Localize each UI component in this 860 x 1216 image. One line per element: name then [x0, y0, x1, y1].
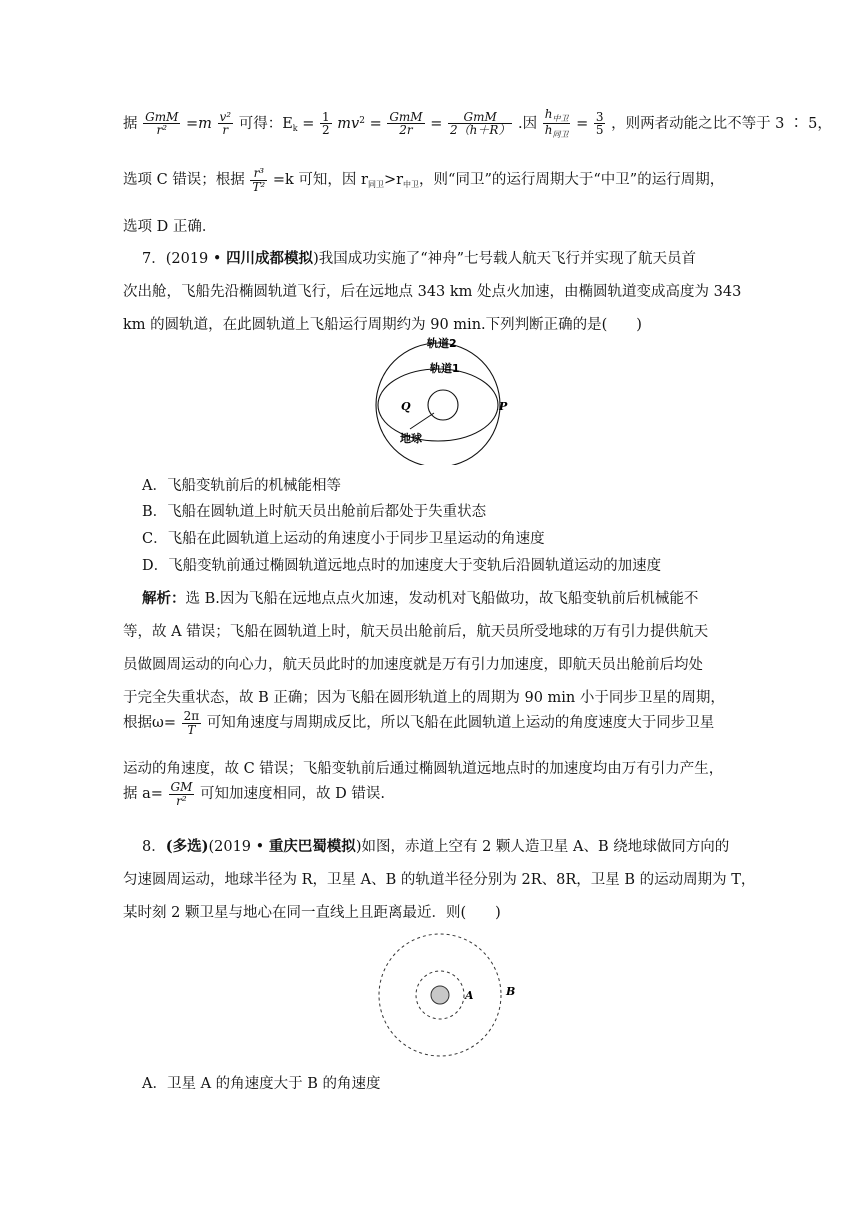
fraction: $\frac{\text{GmM}}{2r}$ [389, 109, 423, 138]
fraction: $\frac{\text{GmM}}{2(h+R)}$ [449, 109, 511, 138]
analysis-label: 解析： [142, 590, 186, 607]
text: =m [185, 115, 212, 132]
subscript: k [292, 123, 298, 133]
text: = [302, 115, 315, 132]
q7-option-b: B．飞船在圆轨道上时航天员出舱前后都处于失重状态 [142, 504, 487, 520]
q7-option-a: A．飞船变轨前后的机械能相等 [142, 478, 341, 494]
orbit-1-ellipse [378, 369, 498, 441]
orbit-diagram [352, 335, 532, 465]
satellite-orbit-diagram [366, 920, 526, 1070]
fraction: $\frac{GM}{\text{r²}}$ [170, 780, 193, 808]
multi-choice-tag: (多选) [165, 838, 209, 855]
top-line-3: 选项 D 正确． [123, 219, 217, 235]
fraction: $\frac{\text{r³}}{\text{T²}}$ [252, 166, 266, 194]
q7-analysis-line-1: 解析：选 B.因为飞船在远地点点火加速，发动机对飞船做功，故飞船变轨前后机械能不 [142, 590, 699, 607]
point-p-label: P [499, 400, 508, 413]
source-label: 四川成都模拟 [226, 250, 314, 267]
q7-option-c: C．飞船在此圆轨道上运动的角速度小于同步卫星运动的角速度 [142, 531, 545, 547]
text: = [369, 115, 382, 132]
text: =k 可知，因 r [272, 172, 368, 189]
text: = [576, 115, 589, 132]
text: 可得：E [238, 115, 293, 132]
q8-stem-line-1: 8．(多选)(2019 • 重庆巴蜀模拟)如图，赤道上空有 2 颗人造卫星 A、B 绕地球做同方向的 [142, 838, 730, 855]
q7-analysis-line-2: 等，故 A 错误；飞船在圆轨道上时，航天员出舱前后，航天员所受地球的万有引力提供航天 [123, 624, 709, 640]
fraction: $\frac{1}{2}$ [322, 109, 330, 138]
text: .因 [518, 115, 538, 132]
source-label: 重庆巴蜀模拟 [268, 838, 356, 855]
fraction: $\frac{h_{中卫}}{h_{同卫}}$ [544, 107, 569, 140]
orbit-2-label: 轨道2 [427, 337, 457, 350]
q8-stem-line-3: 某时刻 2 颗卫星与地心在同一直线上且距离最近．则( ) [123, 905, 501, 921]
q7-analysis-line-5: 根据ω= $\frac{2\pi}{T}$ 可知角速度与周期成反比，所以飞船在此圆轨道上运动的角度速度大于同步卫星 [123, 709, 715, 737]
fraction: $\frac{\text{GmM}}{\text{r²}}$ [145, 109, 179, 138]
text: 据 [123, 115, 138, 132]
point-q-label: Q [401, 400, 411, 413]
text: = [430, 115, 443, 132]
text: ，则两者动能之比不等于 3 ∶ 5， [611, 115, 832, 132]
earth-label: 地球 [400, 432, 422, 445]
q7-stem-line-2: 次出舱，飞船先沿椭圆轨道飞行，后在远地点 343 km 处点火加速，由椭圆轨道变成高度为 343 [123, 284, 742, 300]
q7-analysis-line-3: 员做圆周运动的向心力，航天员此时的加速度就是万有引力加速度，即航天员出舱前后均处 [123, 657, 703, 673]
q7-analysis-line-6: 运动的角速度，故 C 错误；飞船变轨前后通过椭圆轨道远地点时的加速度均由万有引力产生， [123, 761, 724, 777]
q8-stem-line-2: 匀速圆周运动，地球半径为 R，卫星 A、B 的轨道半径分别为 2R、8R，卫星 B 的运动周期为 T， [123, 872, 756, 888]
satellite-a-label: A [465, 989, 474, 1002]
fraction: $\frac{3}{5}$ [595, 109, 604, 138]
q8-option-a: A．卫星 A 的角速度大于 B 的角速度 [142, 1076, 381, 1092]
earth-pointer [410, 413, 434, 429]
text: mv [337, 115, 360, 132]
earth-circle [428, 390, 458, 420]
q7-stem-line-3: km 的圆轨道，在此圆轨道上飞船运行周期约为 90 min.下列判断正确的是( ) [123, 317, 642, 333]
satellite-b-label: B [506, 985, 516, 998]
text: 选项 C 错误；根据 [123, 172, 245, 189]
q7-stem-line-1: 7．(2019 • 四川成都模拟)我国成功实施了“神舟”七号载人航天飞行并实现了航天员首 [142, 250, 697, 267]
q7-analysis-line-4: 于完全失重状态，故 B 正确；因为飞船在圆形轨道上的周期为 90 min 小于同步卫星的周期， [123, 690, 725, 706]
top-line-2: 选项 C 错误；根据 $\frac{\text{r³}}{\text{T²}}$ =k 可知，因 $r_{同卫}>r_{中卫}$，则“同卫”的运行周期大于“中卫”的运行周期， [123, 166, 725, 194]
fraction: $\frac{2\pi}{T}$ [183, 709, 200, 737]
q7-option-d: D．飞船变轨前通过椭圆轨道远地点时的加速度大于变轨后沿圆轨道运动的加速度 [142, 558, 662, 574]
earth-disc [431, 986, 449, 1004]
orbit-1-label: 轨道1 [430, 362, 460, 375]
top-line-1: 据 $\frac{\text{GmM}}{\text{r²}}$ =m $\frac{\text{v²}}{r}$ 可得：$E_k$ = $\frac{1}{2}$ $mv^2$ = $\frac{\text{GmM}}{2r}$ = $\frac{\text{GmM}}{2(h+R)}$ .因 $\frac{h_{中卫}}{h_{同卫}}$ = $\frac{3}{5}$ ，则两者动能之比不等于 3 ∶ 5， [123, 107, 832, 140]
text: ，则“同卫”的运行周期大于“中卫”的运行周期， [419, 172, 725, 189]
q7-analysis-line-7: 据 a= $\frac{GM}{\text{r²}}$ 可知加速度相同，故 D 错误. [123, 780, 385, 808]
fraction: $\frac{\text{v²}}{r}$ [219, 109, 232, 138]
